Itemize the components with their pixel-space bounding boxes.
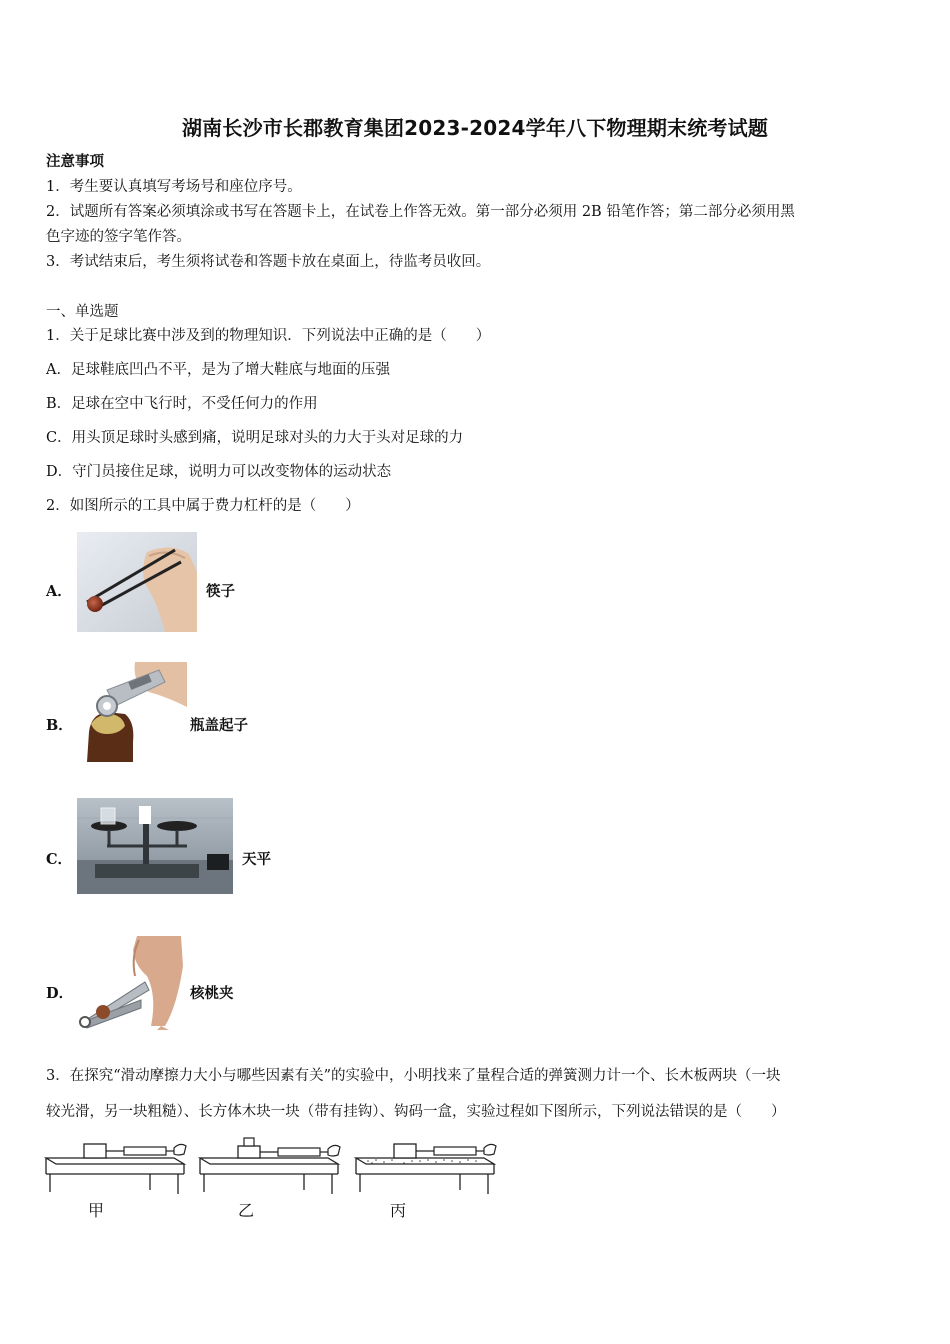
bottle-opener-photo: [77, 662, 187, 762]
q3-stem-line2: 较光滑，另一块粗糙）、长方体木块一块（带有挂钩）、钩码一盒，实验过程如下图所示，下列说法错误的是（ ）: [46, 1104, 786, 1120]
q2-option-d-label: 核桃夹: [190, 985, 234, 1002]
q1-option-a: A．足球鞋底凹凸不平，是为了增大鞋底与地面的压强: [46, 362, 390, 378]
figure-bing-drawing: [354, 1134, 514, 1196]
q2-stem: 2．如图所示的工具中属于费力杠杆的是（ ）: [46, 498, 360, 514]
figure-yi-drawing: [198, 1134, 348, 1196]
q1-option-c: C．用头顶足球时头感到痛，说明足球对头的力大于头对足球的力: [46, 430, 464, 446]
figure-caption-jia: 甲: [88, 1201, 105, 1220]
notice-item-2: 2．试题所有答案必须填涂或书写在答题卡上，在试卷上作答无效。第一部分必须用 2B 铅笔作答；第二部分必须用黑: [46, 204, 795, 220]
section-title: 一、单选题: [46, 304, 119, 320]
figure-jia-drawing: [44, 1134, 194, 1196]
q2-option-a-label: 筷子: [206, 583, 235, 600]
q1-option-b: B．足球在空中飞行时，不受任何力的作用: [46, 396, 318, 412]
q2-option-b-label: 瓶盖起子: [190, 717, 248, 734]
page-title: 湖南长沙市长郡教育集团2023-2024学年八下物理期末统考试题: [181, 116, 769, 140]
notice-item-2-cont: 色字迹的签字笔作答。: [46, 229, 191, 245]
q2-option-c-label: 天平: [242, 851, 271, 868]
notice-item-3: 3．考试结束后，考生须将试卷和答题卡放在桌面上，待监考员收回。: [46, 254, 491, 270]
q3-stem-line1: 3．在探究“滑动摩擦力大小与哪些因素有关”的实验中，小明找来了量程合适的弹簧测力计一个、长木板两块（一块: [46, 1068, 781, 1084]
notice-item-1: 1．考生要认真填写考场号和座位序号。: [46, 179, 302, 195]
q1-option-d: D．守门员接住足球，说明力可以改变物体的运动状态: [46, 464, 392, 480]
chopsticks-photo: [77, 532, 197, 632]
q2-option-a-letter: A．: [46, 583, 72, 600]
q2-option-c-letter: C．: [46, 851, 73, 868]
figure-caption-yi: 乙: [238, 1201, 255, 1220]
figure-caption-bing: 丙: [390, 1201, 407, 1220]
balance-scale-photo: [77, 798, 233, 894]
q1-stem: 1．关于足球比赛中涉及到的物理知识．下列说法中正确的是（ ）: [46, 328, 491, 344]
q2-option-b-letter: B．: [46, 717, 73, 734]
notice-heading: 注意事项: [46, 153, 104, 170]
q2-option-d-letter: D．: [46, 985, 74, 1002]
nutcracker-photo: [77, 936, 185, 1030]
